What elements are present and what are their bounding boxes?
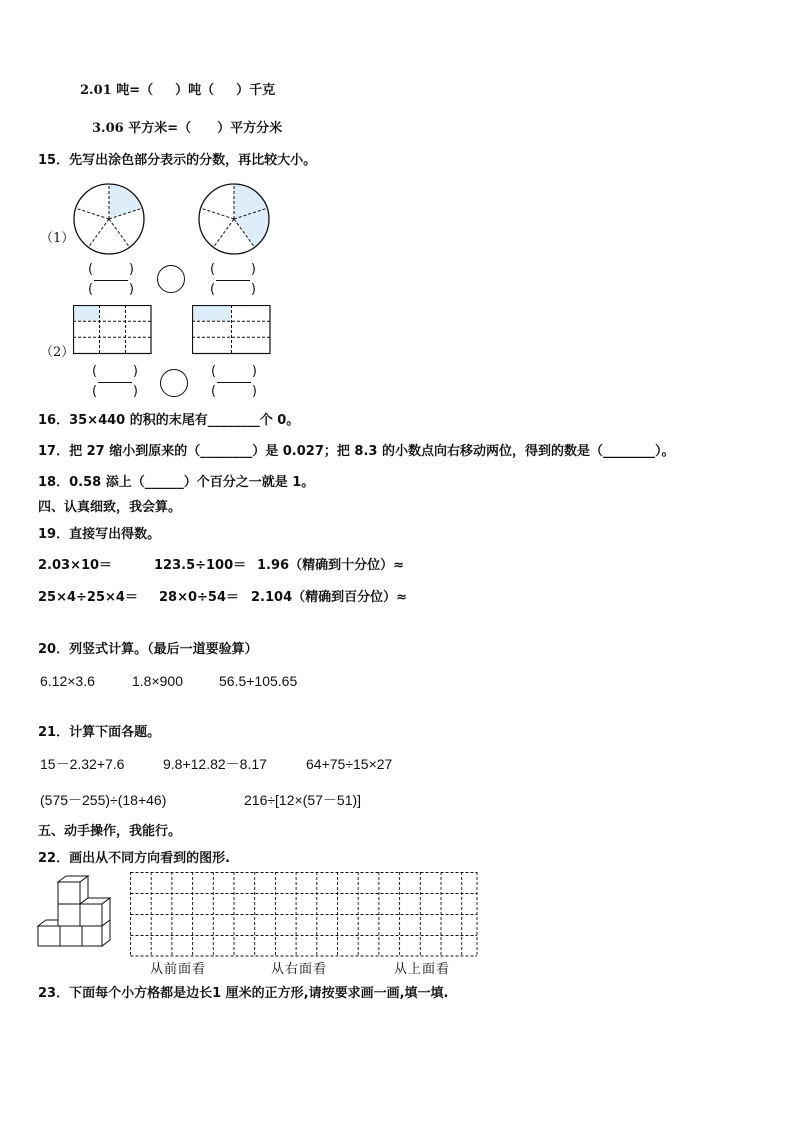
q19-r2-c1: 25×4÷25×4＝ (38, 590, 138, 605)
q15-title: 15．先写出涂色部分表示的分数，再比较大小。 (38, 153, 317, 168)
q23: 23．下面每个小方格都是边长1 厘米的正方形,请按要求画一画,填一填. (38, 986, 449, 1001)
q20-item-1: 6.12×3.6 (40, 673, 95, 689)
fraction-blank-rect-right[interactable]: ( ) ( ) (211, 364, 257, 399)
q22-title: 22．画出从不同方向看到的图形. (38, 851, 231, 866)
pie-left (73, 183, 145, 255)
rect-right-shaded-cell (193, 306, 232, 322)
conversion-area: 3.06 平方米=（ ）平方分米 (92, 121, 283, 136)
q21-r2-c1: (575－255)÷(18+46) (40, 792, 167, 808)
q18: 18．0.58 添上（______）个百分之一就是 1。 (38, 475, 315, 490)
pie-right (198, 183, 270, 255)
q16: 16．35×440 的积的末尾有________个 0。 (38, 413, 300, 428)
q19-r1-c2: 123.5÷100＝ (154, 558, 247, 573)
q20-item-3: 56.5+105.65 (219, 673, 298, 689)
q19-r1-c3: 1.96（精确到十分位）≈ (257, 558, 404, 573)
view-label-right: 从右面看 (271, 962, 328, 977)
drawing-grid[interactable] (130, 872, 480, 958)
rect-left-shaded-cell (74, 306, 100, 322)
q21-r1-c3: 64+75÷15×27 (306, 756, 393, 772)
q17: 17．把 27 缩小到原来的（________）是 0.027；把 8.3 的小数点向右移动两位，得到的数是（________）。 (38, 444, 675, 459)
cube-stack-figure (36, 874, 116, 948)
compare-circle-1[interactable] (157, 265, 185, 293)
fraction-blank-pie-right[interactable]: ( ) ( ) (210, 262, 256, 297)
conversion-tons: 2.01 吨=（ ）吨（ ）千克 (80, 83, 276, 98)
section-5-heading: 五、动手操作，我能行。 (38, 824, 182, 839)
section-4-heading: 四、认真细致，我会算。 (38, 500, 182, 515)
q19-r2-c3: 2.104（精确到百分位）≈ (251, 590, 408, 605)
q20-item-2: 1.8×900 (132, 673, 183, 689)
q21-r1-c1: 15－2.32+7.6 (40, 756, 125, 772)
q21-r2-c2: 216÷[12×(57－51)] (244, 792, 362, 808)
q15-part1-label: （1） (40, 231, 75, 246)
q19-r1-c1: 2.03×10＝ (38, 558, 113, 573)
fraction-blank-rect-left[interactable]: ( ) ( ) (92, 364, 138, 399)
q21-r1-c2: 9.8+12.82－8.17 (163, 756, 267, 772)
rect-right (192, 305, 272, 355)
compare-circle-2[interactable] (160, 369, 188, 397)
rect-left (73, 305, 153, 355)
q20-title: 20．列竖式计算。（最后一道要验算） (38, 642, 258, 657)
view-label-front: 从前面看 (150, 962, 207, 977)
q21-title: 21．计算下面各题。 (38, 725, 161, 740)
q19-title: 19．直接写出得数。 (38, 527, 161, 542)
view-label-top: 从上面看 (394, 962, 451, 977)
fraction-blank-pie-left[interactable]: ( ) ( ) (88, 262, 134, 297)
q19-r2-c2: 28×0÷54＝ (159, 590, 240, 605)
q15-part2-label: （2） (40, 345, 75, 360)
